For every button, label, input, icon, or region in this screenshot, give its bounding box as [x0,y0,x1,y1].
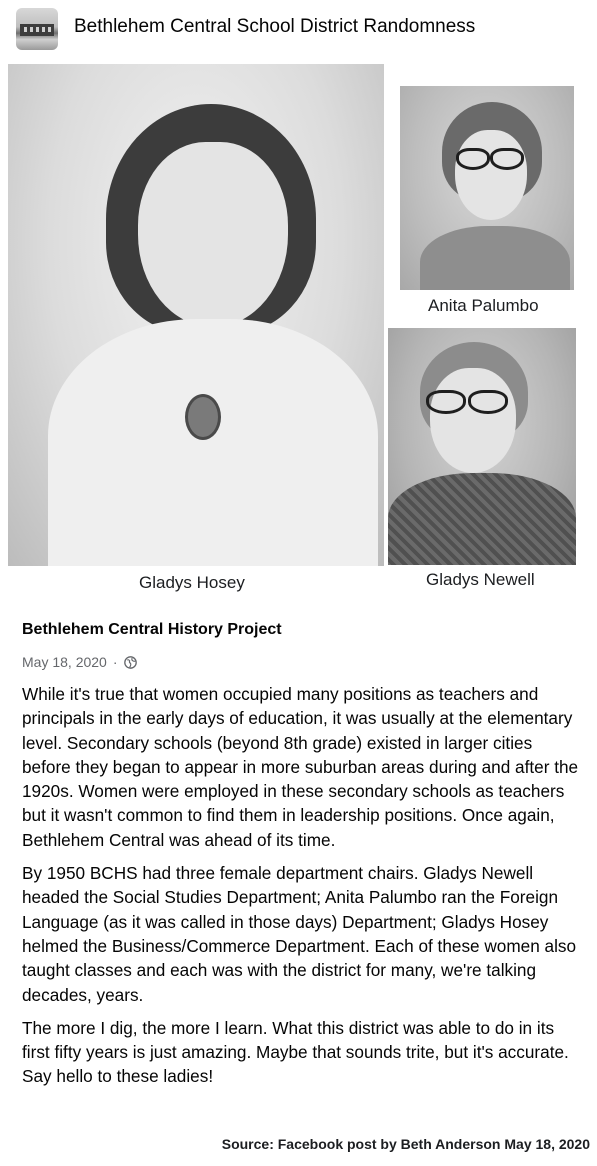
brooch [185,394,221,440]
post-body [22,682,582,1098]
post-paragraph: The more I dig, the more I learn. What this district was able to do in its first fifty years is just amazing. Maybe that sounds trite, but it's accurate. Say hello to these ladies! [22,1017,569,1087]
post-meta [22,654,137,670]
photo-anita-palumbo[interactable] [400,86,574,290]
meta-separator: · [112,654,118,670]
photo-gladys-hosey[interactable] [8,64,384,566]
group-thumbnail[interactable] [16,8,58,50]
caption-gladys-hosey: Gladys Hosey [139,573,245,592]
caption-gladys-newell: Gladys Newell [426,570,535,589]
post-paragraph: While it's true that women occupied many positions as teachers and principals in the early days of education, it was usually at the elementary level. Secondary schools (beyond 8th grade) existed in larger cities before they began to appear in more suburban areas during and after the 1920s. Women were employed in these secondary schools as teachers but it wasn't common to find them in leadership positions. Once again, Bethlehem Central was ahead of its time. [22,684,579,850]
photo-gladys-newell[interactable] [388,328,576,565]
post-date-link[interactable]: May 18, 2020 [22,654,107,670]
post-paragraph: By 1950 BCHS had three female department chairs. Gladys Newell headed the Social Studies Department; Anita Palumbo ran the Foreign Language (as it was called in those days) Department; Gladys Hosey helmed the Business/Commerce Department. Each of these women also taught classes and each was with the district for many, we're talking decades, years. [22,863,577,1005]
caption-anita-palumbo: Anita Palumbo [428,296,539,315]
post-header [0,0,597,56]
globe-icon[interactable] [124,656,137,669]
source-attribution: Source: Facebook post by Beth Anderson May 18, 2020 [221,1136,590,1152]
post-author-link[interactable]: Bethlehem Central History Project [22,621,282,638]
group-name-link[interactable]: Bethlehem Central School District Randomness [74,16,476,37]
